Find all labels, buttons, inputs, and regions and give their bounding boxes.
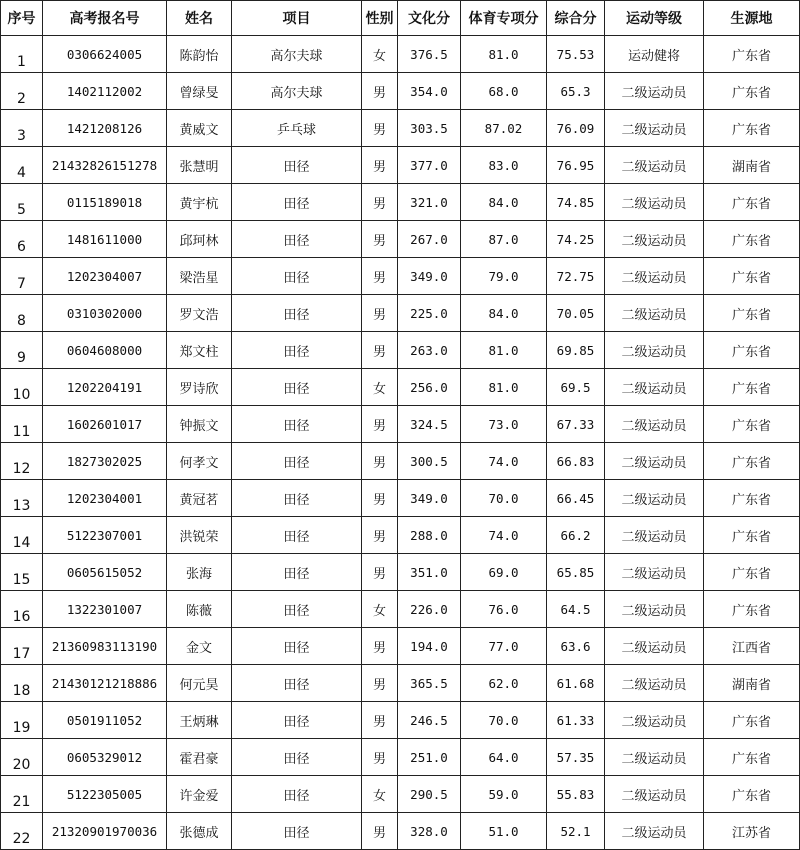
cell-athlete-level: 二级运动员	[605, 221, 704, 258]
cell-gender: 男	[362, 184, 398, 221]
cell-athlete-level: 二级运动员	[605, 332, 704, 369]
cell-exam-id: 0501911052	[43, 702, 167, 739]
cell-name: 许金爱	[167, 776, 232, 813]
cell-index: 15	[1, 554, 43, 591]
cell-gender: 女	[362, 776, 398, 813]
cell-event: 田径	[232, 147, 362, 184]
cell-gender: 男	[362, 480, 398, 517]
cell-origin: 广东省	[704, 73, 800, 110]
table-row	[1, 480, 800, 517]
table-row	[1, 184, 800, 221]
cell-academic-score: 376.5	[398, 36, 461, 73]
cell-origin: 广东省	[704, 554, 800, 591]
cell-name: 梁浩星	[167, 258, 232, 295]
cell-origin: 湖南省	[704, 147, 800, 184]
cell-gender: 男	[362, 258, 398, 295]
cell-name: 罗文浩	[167, 295, 232, 332]
cell-exam-id: 1421208126	[43, 110, 167, 147]
cell-index: 3	[1, 110, 43, 147]
cell-sport-score: 83.0	[461, 147, 547, 184]
cell-origin: 湖南省	[704, 665, 800, 702]
cell-name: 霍君豪	[167, 739, 232, 776]
cell-origin: 广东省	[704, 406, 800, 443]
cell-gender: 男	[362, 665, 398, 702]
cell-origin: 广东省	[704, 110, 800, 147]
cell-index: 19	[1, 702, 43, 739]
cell-exam-id: 21432826151278	[43, 147, 167, 184]
cell-name: 金文	[167, 628, 232, 665]
cell-composite-score: 69.85	[547, 332, 605, 369]
cell-academic-score: 303.5	[398, 110, 461, 147]
cell-index: 6	[1, 221, 43, 258]
cell-academic-score: 349.0	[398, 480, 461, 517]
table-row	[1, 776, 800, 813]
cell-origin: 广东省	[704, 36, 800, 73]
table-row	[1, 295, 800, 332]
cell-academic-score: 354.0	[398, 73, 461, 110]
cell-gender: 男	[362, 517, 398, 554]
cell-exam-id: 1322301007	[43, 591, 167, 628]
cell-origin: 江苏省	[704, 813, 800, 850]
cell-athlete-level: 二级运动员	[605, 813, 704, 850]
cell-origin: 广东省	[704, 517, 800, 554]
cell-exam-id: 0605329012	[43, 739, 167, 776]
cell-origin: 广东省	[704, 480, 800, 517]
cell-academic-score: 225.0	[398, 295, 461, 332]
cell-name: 洪锐荣	[167, 517, 232, 554]
cell-athlete-level: 二级运动员	[605, 184, 704, 221]
cell-name: 罗诗欣	[167, 369, 232, 406]
cell-exam-id: 5122305005	[43, 776, 167, 813]
cell-index: 7	[1, 258, 43, 295]
table-header	[1, 1, 800, 36]
cell-event: 田径	[232, 406, 362, 443]
cell-athlete-level: 运动健将	[605, 36, 704, 73]
cell-event: 田径	[232, 739, 362, 776]
cell-sport-score: 64.0	[461, 739, 547, 776]
cell-index: 20	[1, 739, 43, 776]
cell-event: 高尔夫球	[232, 73, 362, 110]
cell-gender: 男	[362, 73, 398, 110]
cell-index: 10	[1, 369, 43, 406]
cell-origin: 广东省	[704, 369, 800, 406]
cell-composite-score: 66.45	[547, 480, 605, 517]
cell-academic-score: 365.5	[398, 665, 461, 702]
cell-academic-score: 328.0	[398, 813, 461, 850]
cell-index: 17	[1, 628, 43, 665]
cell-composite-score: 72.75	[547, 258, 605, 295]
cell-athlete-level: 二级运动员	[605, 73, 704, 110]
cell-academic-score: 226.0	[398, 591, 461, 628]
cell-athlete-level: 二级运动员	[605, 147, 704, 184]
cell-athlete-level: 二级运动员	[605, 406, 704, 443]
cell-index: 21	[1, 776, 43, 813]
cell-index: 22	[1, 813, 43, 850]
cell-name: 王炳琳	[167, 702, 232, 739]
cell-sport-score: 68.0	[461, 73, 547, 110]
cell-event: 田径	[232, 665, 362, 702]
header-row	[1, 1, 800, 36]
cell-index: 14	[1, 517, 43, 554]
cell-index: 2	[1, 73, 43, 110]
table-row	[1, 332, 800, 369]
cell-composite-score: 65.3	[547, 73, 605, 110]
cell-event: 田径	[232, 221, 362, 258]
cell-origin: 江西省	[704, 628, 800, 665]
cell-composite-score: 70.05	[547, 295, 605, 332]
cell-composite-score: 74.25	[547, 221, 605, 258]
cell-athlete-level: 二级运动员	[605, 258, 704, 295]
cell-sport-score: 87.02	[461, 110, 547, 147]
cell-exam-id: 1827302025	[43, 443, 167, 480]
cell-event: 田径	[232, 776, 362, 813]
cell-athlete-level: 二级运动员	[605, 591, 704, 628]
cell-index: 11	[1, 406, 43, 443]
cell-academic-score: 351.0	[398, 554, 461, 591]
cell-event: 田径	[232, 628, 362, 665]
cell-composite-score: 66.2	[547, 517, 605, 554]
cell-composite-score: 76.09	[547, 110, 605, 147]
cell-event: 田径	[232, 332, 362, 369]
cell-name: 陈薇	[167, 591, 232, 628]
cell-sport-score: 59.0	[461, 776, 547, 813]
cell-index: 9	[1, 332, 43, 369]
cell-gender: 女	[362, 369, 398, 406]
table-row	[1, 628, 800, 665]
cell-athlete-level: 二级运动员	[605, 480, 704, 517]
cell-event: 田径	[232, 591, 362, 628]
cell-exam-id: 0604608000	[43, 332, 167, 369]
cell-athlete-level: 二级运动员	[605, 295, 704, 332]
cell-composite-score: 69.5	[547, 369, 605, 406]
cell-sport-score: 74.0	[461, 517, 547, 554]
cell-gender: 男	[362, 813, 398, 850]
cell-name: 陈韵怡	[167, 36, 232, 73]
cell-gender: 女	[362, 591, 398, 628]
cell-sport-score: 81.0	[461, 369, 547, 406]
cell-gender: 男	[362, 295, 398, 332]
cell-name: 黄冠茗	[167, 480, 232, 517]
table-row	[1, 369, 800, 406]
cell-exam-id: 1481611000	[43, 221, 167, 258]
column-header-event: 项目	[232, 1, 362, 36]
cell-academic-score: 377.0	[398, 147, 461, 184]
column-header-exam-id: 高考报名号	[43, 1, 167, 36]
cell-sport-score: 81.0	[461, 36, 547, 73]
table-row	[1, 517, 800, 554]
cell-exam-id: 1402112002	[43, 73, 167, 110]
cell-sport-score: 79.0	[461, 258, 547, 295]
cell-exam-id: 21430121218886	[43, 665, 167, 702]
cell-composite-score: 61.68	[547, 665, 605, 702]
cell-origin: 广东省	[704, 776, 800, 813]
cell-composite-score: 75.53	[547, 36, 605, 73]
cell-name: 何孝文	[167, 443, 232, 480]
cell-academic-score: 251.0	[398, 739, 461, 776]
table-row	[1, 554, 800, 591]
column-header-gender: 性别	[362, 1, 398, 36]
cell-composite-score: 74.85	[547, 184, 605, 221]
cell-composite-score: 64.5	[547, 591, 605, 628]
cell-name: 邱珂林	[167, 221, 232, 258]
cell-event: 田径	[232, 554, 362, 591]
cell-composite-score: 52.1	[547, 813, 605, 850]
cell-event: 田径	[232, 813, 362, 850]
cell-event: 田径	[232, 443, 362, 480]
cell-sport-score: 84.0	[461, 295, 547, 332]
cell-index: 1	[1, 36, 43, 73]
cell-academic-score: 256.0	[398, 369, 461, 406]
table-row	[1, 147, 800, 184]
cell-gender: 男	[362, 739, 398, 776]
cell-origin: 广东省	[704, 332, 800, 369]
cell-gender: 男	[362, 628, 398, 665]
cell-index: 13	[1, 480, 43, 517]
cell-academic-score: 267.0	[398, 221, 461, 258]
table-row	[1, 739, 800, 776]
table-row	[1, 36, 800, 73]
cell-exam-id: 1202304001	[43, 480, 167, 517]
table-row	[1, 110, 800, 147]
cell-event: 田径	[232, 480, 362, 517]
cell-name: 张德成	[167, 813, 232, 850]
cell-athlete-level: 二级运动员	[605, 665, 704, 702]
cell-name: 何元昊	[167, 665, 232, 702]
cell-athlete-level: 二级运动员	[605, 517, 704, 554]
cell-composite-score: 66.83	[547, 443, 605, 480]
column-header-sport-score: 体育专项分	[461, 1, 547, 36]
column-header-academic-score: 文化分	[398, 1, 461, 36]
table-body	[1, 36, 800, 850]
cell-athlete-level: 二级运动员	[605, 554, 704, 591]
cell-exam-id: 1202304007	[43, 258, 167, 295]
cell-gender: 女	[362, 36, 398, 73]
cell-sport-score: 69.0	[461, 554, 547, 591]
table-row	[1, 443, 800, 480]
cell-name: 黄威文	[167, 110, 232, 147]
cell-athlete-level: 二级运动员	[605, 739, 704, 776]
cell-event: 田径	[232, 369, 362, 406]
cell-composite-score: 67.33	[547, 406, 605, 443]
cell-sport-score: 70.0	[461, 480, 547, 517]
cell-sport-score: 84.0	[461, 184, 547, 221]
cell-exam-id: 21320901970036	[43, 813, 167, 850]
cell-exam-id: 0115189018	[43, 184, 167, 221]
cell-gender: 男	[362, 406, 398, 443]
cell-gender: 男	[362, 554, 398, 591]
cell-exam-id: 21360983113190	[43, 628, 167, 665]
cell-gender: 男	[362, 332, 398, 369]
table-row	[1, 221, 800, 258]
cell-composite-score: 55.83	[547, 776, 605, 813]
cell-exam-id: 5122307001	[43, 517, 167, 554]
cell-index: 12	[1, 443, 43, 480]
cell-academic-score: 194.0	[398, 628, 461, 665]
table-row	[1, 665, 800, 702]
cell-sport-score: 73.0	[461, 406, 547, 443]
cell-name: 郑文柱	[167, 332, 232, 369]
cell-exam-id: 0310302000	[43, 295, 167, 332]
cell-athlete-level: 二级运动员	[605, 702, 704, 739]
cell-composite-score: 76.95	[547, 147, 605, 184]
cell-academic-score: 300.5	[398, 443, 461, 480]
cell-origin: 广东省	[704, 739, 800, 776]
column-header-origin: 生源地	[704, 1, 800, 36]
cell-index: 4	[1, 147, 43, 184]
table-row	[1, 702, 800, 739]
cell-name: 黄宇杭	[167, 184, 232, 221]
table-row	[1, 258, 800, 295]
column-header-index: 序号	[1, 1, 43, 36]
cell-academic-score: 324.5	[398, 406, 461, 443]
cell-gender: 男	[362, 110, 398, 147]
table-row	[1, 406, 800, 443]
cell-academic-score: 246.5	[398, 702, 461, 739]
cell-event: 田径	[232, 295, 362, 332]
cell-sport-score: 70.0	[461, 702, 547, 739]
cell-composite-score: 65.85	[547, 554, 605, 591]
cell-sport-score: 74.0	[461, 443, 547, 480]
cell-athlete-level: 二级运动员	[605, 443, 704, 480]
cell-academic-score: 321.0	[398, 184, 461, 221]
cell-academic-score: 290.5	[398, 776, 461, 813]
cell-index: 8	[1, 295, 43, 332]
cell-athlete-level: 二级运动员	[605, 628, 704, 665]
cell-academic-score: 288.0	[398, 517, 461, 554]
cell-index: 18	[1, 665, 43, 702]
cell-origin: 广东省	[704, 295, 800, 332]
cell-athlete-level: 二级运动员	[605, 776, 704, 813]
column-header-composite-score: 综合分	[547, 1, 605, 36]
cell-event: 田径	[232, 517, 362, 554]
cell-origin: 广东省	[704, 258, 800, 295]
cell-event: 田径	[232, 258, 362, 295]
cell-exam-id: 1202204191	[43, 369, 167, 406]
cell-gender: 男	[362, 443, 398, 480]
cell-gender: 男	[362, 702, 398, 739]
cell-academic-score: 263.0	[398, 332, 461, 369]
cell-sport-score: 76.0	[461, 591, 547, 628]
cell-event: 田径	[232, 702, 362, 739]
cell-name: 张海	[167, 554, 232, 591]
cell-index: 5	[1, 184, 43, 221]
column-header-name: 姓名	[167, 1, 232, 36]
table-row	[1, 591, 800, 628]
cell-gender: 男	[362, 221, 398, 258]
cell-academic-score: 349.0	[398, 258, 461, 295]
cell-origin: 广东省	[704, 591, 800, 628]
cell-origin: 广东省	[704, 443, 800, 480]
cell-sport-score: 87.0	[461, 221, 547, 258]
cell-sport-score: 77.0	[461, 628, 547, 665]
cell-exam-id: 0306624005	[43, 36, 167, 73]
cell-exam-id: 1602601017	[43, 406, 167, 443]
cell-athlete-level: 二级运动员	[605, 369, 704, 406]
table-row	[1, 73, 800, 110]
cell-origin: 广东省	[704, 184, 800, 221]
cell-name: 张慧明	[167, 147, 232, 184]
cell-composite-score: 63.6	[547, 628, 605, 665]
cell-sport-score: 81.0	[461, 332, 547, 369]
cell-index: 16	[1, 591, 43, 628]
cell-exam-id: 0605615052	[43, 554, 167, 591]
cell-origin: 广东省	[704, 702, 800, 739]
cell-composite-score: 61.33	[547, 702, 605, 739]
column-header-athlete-level: 运动等级	[605, 1, 704, 36]
cell-event: 田径	[232, 184, 362, 221]
cell-sport-score: 51.0	[461, 813, 547, 850]
table-row	[1, 813, 800, 850]
cell-sport-score: 62.0	[461, 665, 547, 702]
cell-origin: 广东省	[704, 221, 800, 258]
cell-composite-score: 57.35	[547, 739, 605, 776]
cell-event: 高尔夫球	[232, 36, 362, 73]
cell-gender: 男	[362, 147, 398, 184]
cell-name: 钟振文	[167, 406, 232, 443]
cell-event: 乒乓球	[232, 110, 362, 147]
cell-name: 曾绿旻	[167, 73, 232, 110]
cell-athlete-level: 二级运动员	[605, 110, 704, 147]
